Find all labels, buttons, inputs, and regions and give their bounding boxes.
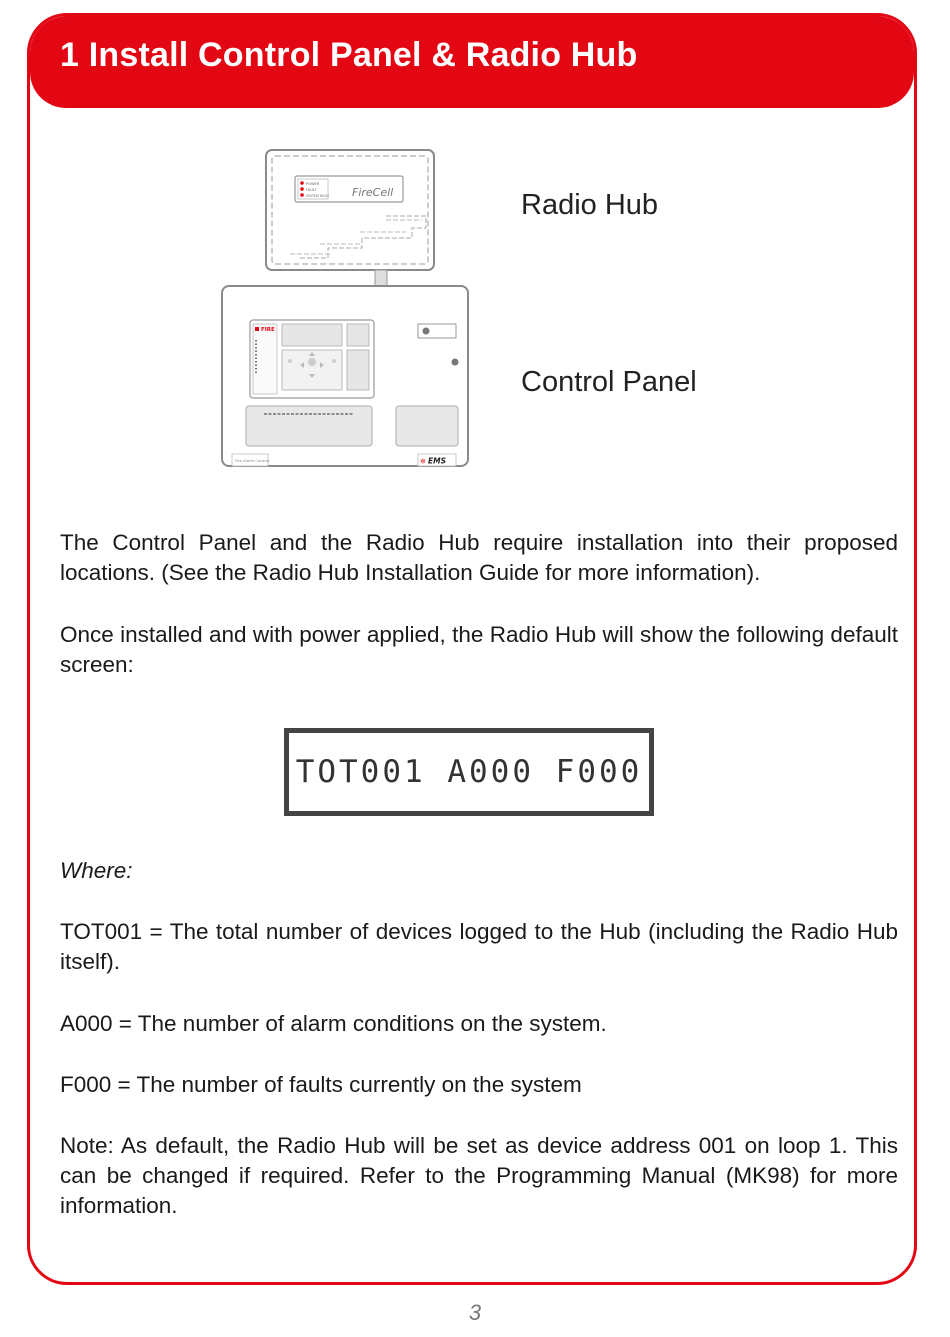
hub-led-fault: FAULT (306, 188, 317, 192)
note-paragraph: Note: As default, the Radio Hub will be set as device address 001 on loop 1. This can be changed if required. Refer to the Programming Manual (MK98) for more information. (60, 1133, 898, 1218)
section-title: 1 Install Control Panel & Radio Hub (60, 36, 638, 74)
where-heading: Where: (60, 858, 133, 883)
default-screen-paragraph: Once installed and with power applied, the Radio Hub will show the following default screen: (60, 622, 898, 677)
intro-paragraph: The Control Panel and the Radio Hub require installation into their proposed locations. (See the Radio Hub Installation Guide for more information). (60, 530, 898, 585)
control-panel-drawing (222, 286, 468, 466)
page-number: 3 (468, 1300, 482, 1325)
hub-brand: FireCell (352, 186, 394, 199)
panel-brand: EMS (428, 456, 446, 466)
device-illustration (220, 148, 480, 488)
alarm-description: A000 = The number of alarm conditions on the system. (60, 1011, 607, 1036)
tot-description: TOT001 = The total number of devices logged to the Hub (including the Radio Hub itself). (60, 919, 898, 974)
page-frame (27, 13, 917, 1285)
fault-description: F000 = The number of faults currently on the system (60, 1072, 582, 1097)
lcd-display (284, 728, 654, 816)
hub-led-system-fault: SYSTEM FAULT (306, 194, 330, 198)
control-panel-label: Control Panel (521, 366, 697, 398)
lcd-text: TOT001 A000 F000 (295, 754, 643, 790)
svg-text:✲: ✲ (420, 457, 426, 466)
radio-hub-drawing (266, 150, 434, 270)
panel-caption: Fire Alarm Control (235, 458, 270, 463)
radio-hub-label: Radio Hub (521, 189, 659, 221)
section-header (30, 16, 914, 108)
panel-fire-label: FIRE (261, 327, 275, 333)
hub-led-power: POWER (306, 182, 320, 186)
